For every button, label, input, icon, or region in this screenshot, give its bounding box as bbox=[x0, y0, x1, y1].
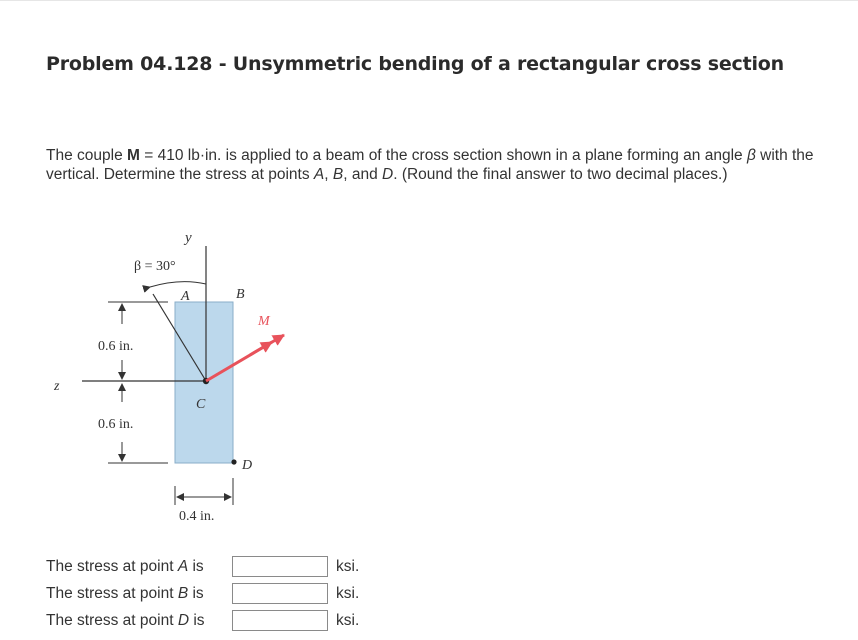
answer-suffix: is bbox=[188, 558, 204, 575]
dimension-label-bottom: 0.6 in. bbox=[98, 417, 134, 432]
answer-suffix: is bbox=[189, 612, 205, 629]
problem-text-2: = 410 lb·in. is applied to a beam of the cross section shown in a plane forming an angle bbox=[139, 147, 747, 164]
problem-text-3: with the vertical. Determine the stress at points bbox=[46, 147, 814, 183]
answer-row-b bbox=[46, 583, 466, 610]
answer-row-d bbox=[46, 610, 466, 637]
dimension-label-width: 0.4 in. bbox=[179, 509, 215, 524]
moment-label: M bbox=[258, 314, 270, 329]
point-b-ref: B bbox=[332, 166, 344, 183]
moment-symbol: M bbox=[127, 147, 140, 164]
problem-text-4: . (Round the final answer to two decimal places.) bbox=[393, 166, 728, 183]
answer-prefix: The stress at point bbox=[46, 585, 178, 602]
answer-row-a bbox=[46, 556, 466, 583]
unit-label-a: ksi. bbox=[336, 558, 360, 575]
answer-point: D bbox=[177, 612, 190, 629]
separator-2: , and bbox=[343, 166, 383, 183]
beta-angle-label: β = 30° bbox=[134, 259, 176, 274]
z-axis-label: z bbox=[54, 379, 60, 394]
answer-section bbox=[46, 556, 466, 637]
answer-point: A bbox=[177, 558, 189, 575]
cross-section-diagram bbox=[40, 218, 400, 538]
stress-b-input[interactable] bbox=[232, 583, 328, 604]
point-c-label: C bbox=[196, 397, 206, 412]
point-d-marker bbox=[231, 459, 236, 464]
problem-title: Problem 04.128 - Unsymmetric bending of a rectangular cross section bbox=[46, 53, 784, 75]
dimension-label-top: 0.6 in. bbox=[98, 339, 134, 354]
beta-symbol: β bbox=[746, 147, 756, 164]
answer-label-b bbox=[46, 585, 204, 603]
cross-section-figure bbox=[40, 218, 400, 538]
answer-label-d bbox=[46, 612, 205, 630]
answer-suffix: is bbox=[188, 585, 204, 602]
answer-prefix: The stress at point bbox=[46, 558, 178, 575]
top-divider bbox=[0, 0, 858, 4]
problem-text-1: The couple bbox=[46, 147, 127, 164]
point-a-ref: A bbox=[313, 166, 325, 183]
separator-1: , bbox=[324, 166, 333, 183]
point-b-label: B bbox=[236, 287, 245, 302]
point-d-ref: D bbox=[382, 166, 394, 183]
answer-point: B bbox=[177, 585, 189, 602]
unit-label-d: ksi. bbox=[336, 612, 360, 629]
y-axis-label: y bbox=[185, 230, 192, 246]
stress-d-input[interactable] bbox=[232, 610, 328, 631]
point-d-label: D bbox=[242, 458, 253, 473]
problem-statement bbox=[46, 146, 846, 184]
stress-a-input[interactable] bbox=[232, 556, 328, 577]
unit-label-b: ksi. bbox=[336, 585, 360, 602]
beta-angle-arc bbox=[150, 282, 206, 287]
answer-label-a bbox=[46, 558, 204, 576]
answer-prefix: The stress at point bbox=[46, 612, 178, 629]
point-a-label: A bbox=[181, 289, 190, 304]
moment-vector-arrow-second-head bbox=[250, 342, 272, 355]
